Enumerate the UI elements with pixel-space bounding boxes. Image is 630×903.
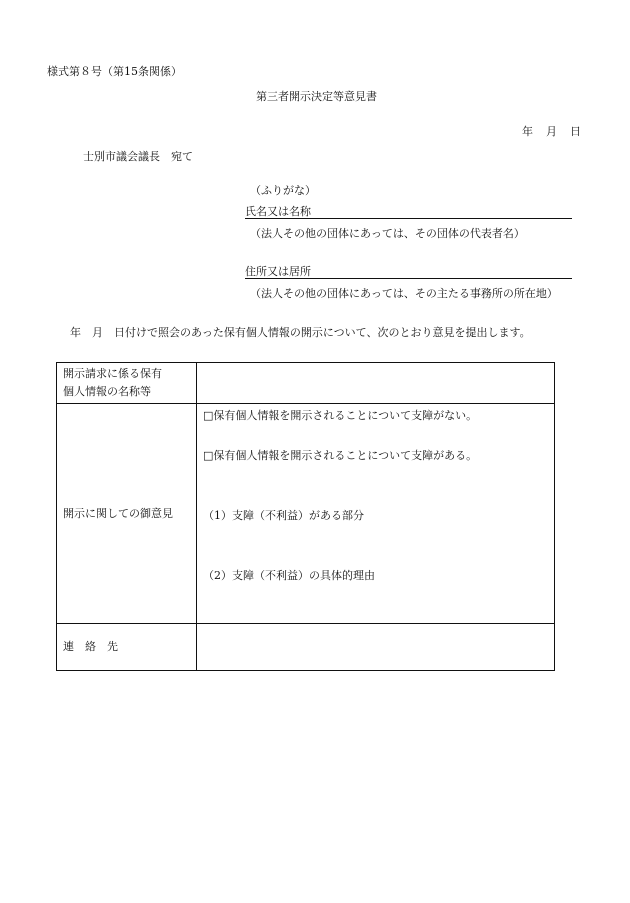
sub-item-affected-part: （1）支障（不利益）がある部分 xyxy=(203,509,364,522)
furigana-label: （ふりがな） xyxy=(250,184,316,197)
label-line: 個人情報の名称等 xyxy=(63,385,151,398)
label-line: 開示請求に係る保有 xyxy=(63,367,162,380)
option-no-issue[interactable]: □保有個人情報を開示されることについて支障がない。 xyxy=(203,409,478,422)
personal-info-name-label xyxy=(57,363,197,404)
table-row xyxy=(57,624,555,671)
opinion-table xyxy=(56,362,555,671)
contact-field[interactable] xyxy=(197,624,555,671)
table-row xyxy=(57,363,555,404)
opinion-field[interactable] xyxy=(197,404,555,624)
sub-item-reason: （2）支障（不利益）の具体的理由 xyxy=(203,569,375,582)
document-title: 第三者開示決定等意見書 xyxy=(256,90,377,103)
contact-label: 連 絡 先 xyxy=(57,624,197,671)
table-row xyxy=(57,404,555,624)
body-statement: 年 月 日付けで照会のあった保有個人情報の開示について、次のとおり意見を提出します。 xyxy=(70,326,531,339)
form-number: 様式第８号（第15条関係） xyxy=(47,65,182,78)
addressee: 士別市議会議長 宛て xyxy=(83,150,193,163)
option-issue[interactable]: □保有個人情報を開示されることについて支障がある。 xyxy=(203,449,478,462)
opinion-label: 開示に関しての御意見 xyxy=(57,404,197,624)
personal-info-name-field[interactable] xyxy=(197,363,555,404)
name-underline xyxy=(245,218,572,219)
address-note: （法人その他の団体にあっては、その主たる事務所の所在地） xyxy=(250,287,558,300)
address-label: 住所又は居所 xyxy=(245,265,311,278)
date-field: 年 月 日 xyxy=(522,125,582,138)
name-note: （法人その他の団体にあっては、その団体の代表者名） xyxy=(250,227,525,240)
name-label: 氏名又は名称 xyxy=(245,205,311,218)
address-underline xyxy=(245,278,572,279)
